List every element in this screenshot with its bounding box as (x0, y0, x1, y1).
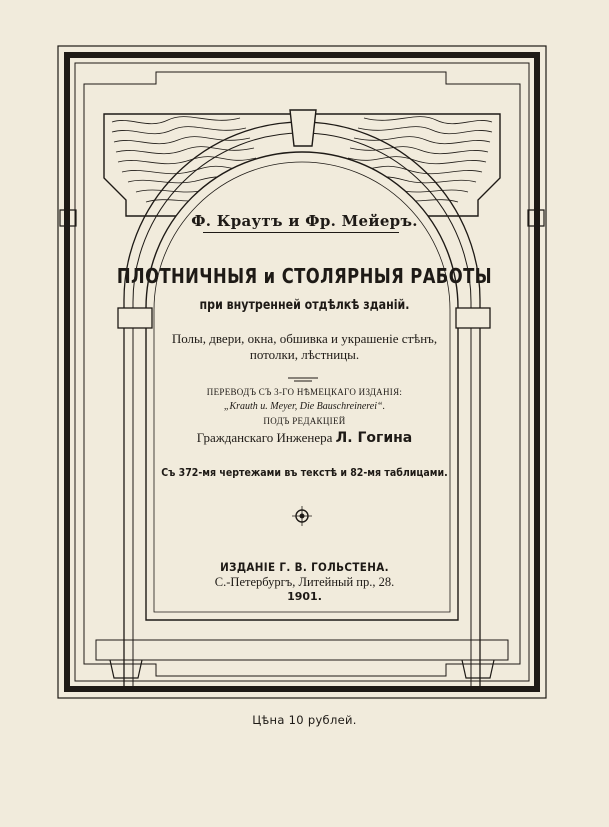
foot-left (110, 660, 142, 678)
engineer-line (0, 430, 609, 446)
original-title: „Krauth u. Meyer, Die Bauschreinerei“. (223, 401, 386, 412)
contents-line-1: Полы, двери, окна, обшивка и украшеніе стѣнъ, (171, 331, 438, 346)
subtitle: при внутренней отдѣлкѣ зданій. (199, 298, 410, 313)
translation-note: ПЕРЕВОДЪ СЪ 3-ГО НѢМЕЦКАГО ИЗДАНІЯ: (206, 387, 403, 397)
engineer-name: Л. Гогина (335, 430, 413, 446)
year: 1901. (287, 590, 322, 603)
plinth (96, 640, 508, 660)
address: С.-Петербургъ, Литейный пр., 28. (214, 575, 395, 589)
illustrations-note: Съ 372-мя чертежами въ текстѣ и 82-мя таблицами. (161, 467, 448, 479)
contents-line-2: потолки, лѣстницы. (249, 347, 360, 362)
authors: Ф. Краутъ и Фр. Мейеръ. (191, 212, 418, 230)
main-title: ПЛОТНИЧНЫЯ и СТОЛЯРНЫЯ РАБОТЫ (116, 264, 493, 288)
foot-right (462, 660, 494, 678)
engineer-prefix: Гражданскаго Инженера (196, 430, 333, 445)
keystone (290, 110, 316, 146)
authors-underline (203, 232, 399, 233)
editor-note: ПОДЪ РЕДАКЦІЕЙ (263, 416, 346, 426)
price: Цѣна 10 рублей. (252, 713, 357, 727)
publisher: ИЗДАНІЕ Г. В. ГОЛЬСТЕНА. (220, 560, 389, 574)
